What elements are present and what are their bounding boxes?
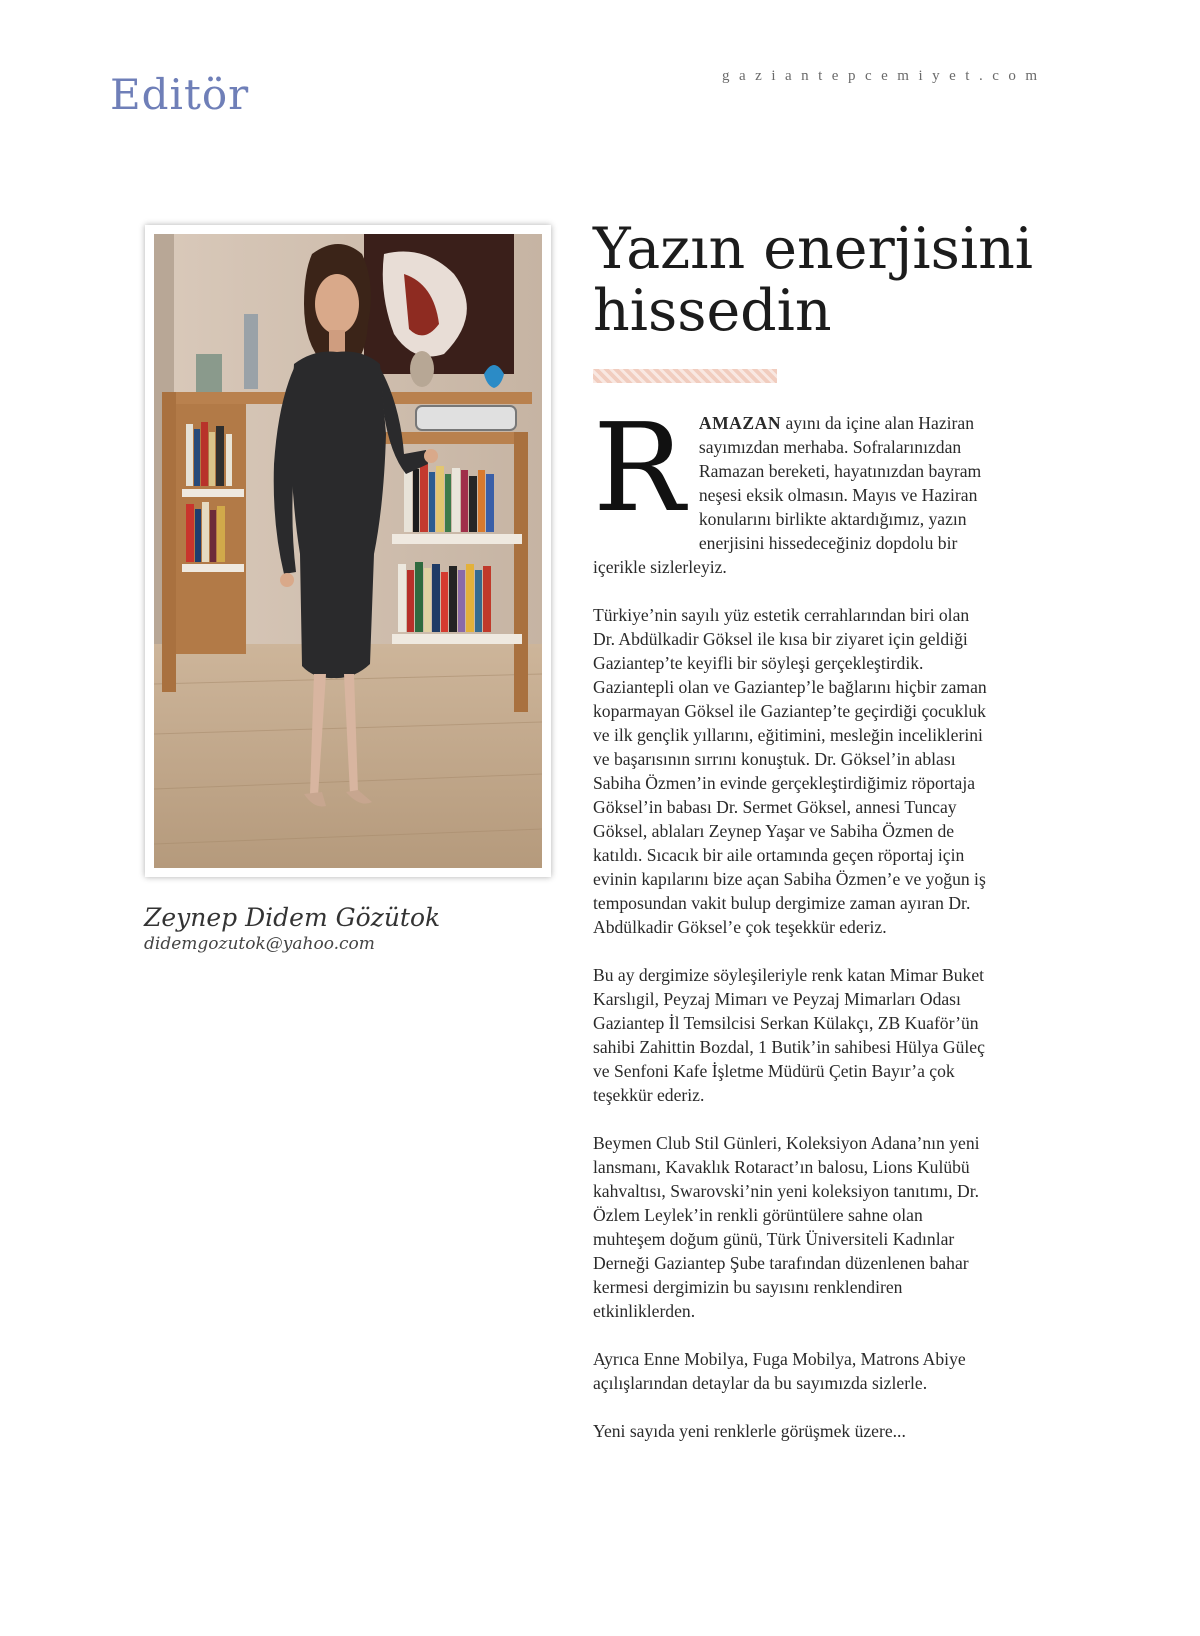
lead-word: AMAZAN xyxy=(698,413,782,433)
article-body xyxy=(593,397,989,1467)
author-email[interactable]: didemgozutok@yahoo.com xyxy=(144,934,375,954)
paragraph-1-text: ayını da içine alan Haziran sayımızdan merhaba. Sofralarınızdan Ramazan bereketi, hayatınızdan bayram neşesi eksik olmasın. Mayıs ve Haziran konularını birlikte aktardığımız, yazın enerjisini hissedeceğiniz dopdolu bir içerikle sizlerleyiz. xyxy=(593,413,982,577)
section-label: Editör xyxy=(110,70,250,119)
drop-cap: R xyxy=(593,397,685,539)
article-paragraph-5: Ayrıca Enne Mobilya, Fuga Mobilya, Matrons Abiye açılışlarından detaylar da bu sayımızda sizlerle. xyxy=(593,1349,966,1393)
article-title xyxy=(593,218,1063,342)
editor-portrait-illustration xyxy=(154,234,542,868)
article-paragraph-6: Yeni sayıda yeni renklerle görüşmek üzere... xyxy=(593,1421,906,1441)
author-name: Zeynep Didem Gözütok xyxy=(144,903,441,932)
article-title-line-2: hissedin xyxy=(593,278,832,344)
article-paragraph-4: Beymen Club Stil Günleri, Koleksiyon Adana’nın yeni lansmanı, Kavaklık Rotaract’ın balosu, Lions Kulübü kahvaltısı, Swarovski’nin yeni koleksiyon tanıtımı, Dr. Özlem Leylek’in renkli görüntülere sahne olan muhteşem doğum günü, Türk Üniversiteli Kadınlar Derneği Gaziantep Şube tarafından düzenlenen bahar kermesi dergimizin bu sayısını renklendiren etkinliklerden. xyxy=(593,1133,980,1321)
article-title-line-1: Yazın enerjisini xyxy=(593,216,1034,282)
site-url: gaziantepcemiyet.com xyxy=(722,68,1047,84)
article-paragraph-3: Bu ay dergimize söyleşileriyle renk katan Mimar Buket Karslıgil, Peyzaj Mimarı ve Peyzaj Mimarları Odası Gaziantep İl Temsilcisi Serkan Külakçı, ZB Kuaför’ün sahibi Zahittin Bozdal, 1 Butik’in sahibesi Hülya Güleç ve Senfoni Kafe İşletme Müdürü Çetin Bayır’a çok teşekkür ederiz. xyxy=(593,965,985,1105)
title-divider xyxy=(593,369,777,383)
article-paragraph-1 xyxy=(593,397,989,579)
article-paragraph-2: Türkiye’nin sayılı yüz estetik cerrahlarından biri olan Dr. Abdülkadir Göksel ile kısa bir ziyaret için geldiği Gaziantep’te keyifli bir söyleşi gerçekleştirdik. Gaziantepli olan ve Gaziantep’le bağlarını hiçbir zaman koparmayan Göksel ile Gaziantep’te geçirdiği çocukluk ve ilk gençlik yıllarını, eğitimini, mesleğin inceliklerini ve başarısının sırrını konuştuk. Dr. Göksel’in ablası Sabiha Özmen’in evinde gerçekleştirdiğimiz röportaja Göksel’in babası Dr. Sermet Göksel, annesi Tuncay Göksel, ablaları Zeynep Yaşar ve Sabiha Özmen de katıldı. Sıcacık bir aile ortamında geçen röportaj için evinin kapılarını bize açan Sabiha Özmen’e ve yoğun iş temposundan vakit bulup dergimize zaman ayıran Dr. Abdülkadir Göksel’e çok teşekkür ederiz. xyxy=(593,605,987,937)
editor-photo xyxy=(145,225,551,877)
